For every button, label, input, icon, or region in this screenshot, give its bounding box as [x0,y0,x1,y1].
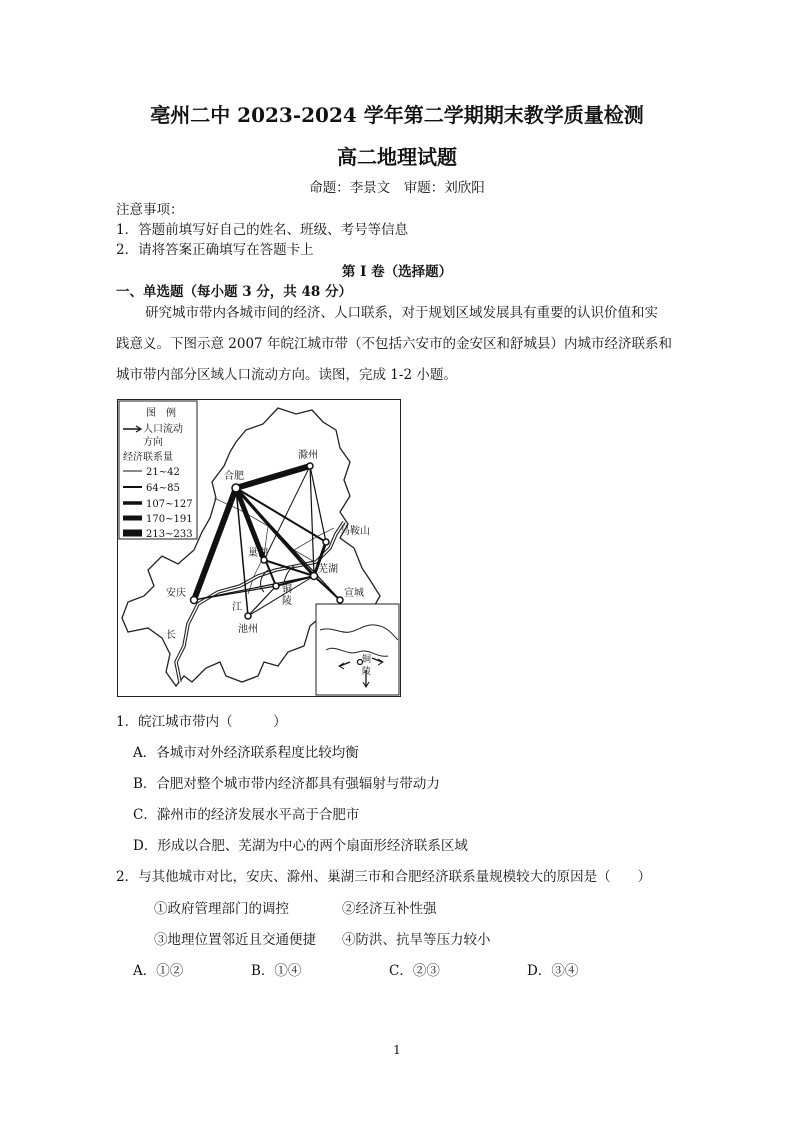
city-label: 宣城 [344,588,364,599]
city-label: 陵 [282,596,292,607]
question-2-option-a[interactable]: A．①② [133,963,184,979]
exam-authors: 命题：李景文 审题：刘欣阳 [309,180,485,196]
legend-range: 213~233 [146,529,193,540]
city-marker-hefei [232,484,240,492]
inset-city-label: 陵 [362,667,372,677]
map-legend [119,401,197,540]
city-marker-maanshan [323,539,329,545]
legend-range: 64~85 [146,483,180,494]
legend-range: 107~127 [146,499,193,510]
city-label: 滁州 [298,450,318,461]
page-number: 1 [393,1043,401,1057]
question-2-factor: ②经济互补性强 [342,901,437,917]
river-label: 江 [232,602,242,613]
inset-map-tongling [316,604,399,695]
city-marker-chuzhou [307,463,313,469]
link-hefei-chuzhou [236,466,310,488]
city-marker-wuhu [311,573,318,580]
river-label: 长 [166,630,176,641]
question-1-option-d[interactable]: D．形成以合肥、芜湖为中心的两个扇面形经济联系区域 [133,838,468,854]
legend-range: 170~191 [146,514,193,525]
passage-line: 践意义。下图示意 2007 年皖江城市带（不包括六安市的金安区和舒城县）内城市经济联系和 [116,336,672,352]
city-marker-chizhou [245,613,251,619]
inset-city-label: 铜 [362,655,372,665]
volume-title: 第 I 卷（选择题） [341,264,453,280]
city-label: 芜湖 [318,564,338,575]
question-2-factor: ④防洪、抗旱等压力较小 [342,932,491,948]
city-marker-anqing [191,597,198,604]
exam-title: 亳州二中 2023-2024 学年第二学期期末教学质量检测 [150,103,644,127]
legend-range: 21~42 [146,467,180,478]
question-1-option-c[interactable]: C．滁州市的经济发展水平高于合肥市 [133,807,360,823]
question-1-stem: 1．皖江城市带内（ ） [116,714,287,730]
passage-line: 研究城市带内各城市间的经济、人口联系，对于规划区域发展具有重要的认识价值和实 [145,305,658,321]
legend-flow-label: 人口流动 [143,424,183,435]
question-1-option-a[interactable]: A．各城市对外经济联系程度比较均衡 [133,745,359,761]
city-label: 安庆 [166,588,186,599]
question-2-option-b[interactable]: B．①④ [251,963,302,979]
city-label: 池州 [238,624,258,635]
legend-title: 图 例 [146,408,176,419]
notes-item: 1．答题前填写好自己的姓名、班级、考号等信息 [116,222,409,238]
question-2-option-d[interactable]: D．③④ [527,963,579,979]
link-wuhu-xuancheng [314,576,340,600]
question-2-factor: ③地理位置邻近且交通便捷 [154,932,316,948]
economic-link-map [117,399,401,697]
city-label: 铜 [282,584,292,595]
city-marker-xuancheng [337,597,343,603]
question-2-option-c[interactable]: C．②③ [389,963,440,979]
question-2-factor: ①政府管理部门的调控 [154,901,289,917]
passage-line: 城市带内部分区域人口流动方向。读图，完成 1-2 小题。 [116,367,457,383]
link-hefei-anqing [194,488,236,600]
notes-item: 2．请将答案正确填写在答题卡上 [116,242,314,258]
legend-flow-label: 方向 [143,437,163,448]
city-marker-tongling [273,583,279,589]
legend-econ-label: 经济联系量 [123,452,173,463]
city-label: 巢湖 [248,548,268,559]
question-2-stem: 2．与其他城市对比，安庆、滁州、巢湖三市和合肥经济联系量规模较大的原因是（ ） [116,869,652,885]
notes-heading: 注意事项： [116,202,184,218]
city-label: 马鞍山 [340,526,370,537]
exam-subtitle: 高二地理试题 [337,145,457,169]
part-title: 一、单选题（每小题 3 分，共 48 分） [116,284,352,300]
city-label: 合肥 [224,471,244,482]
question-1-option-b[interactable]: B．合肥对整个城市带内经济都具有强辐射与带动力 [133,776,440,792]
